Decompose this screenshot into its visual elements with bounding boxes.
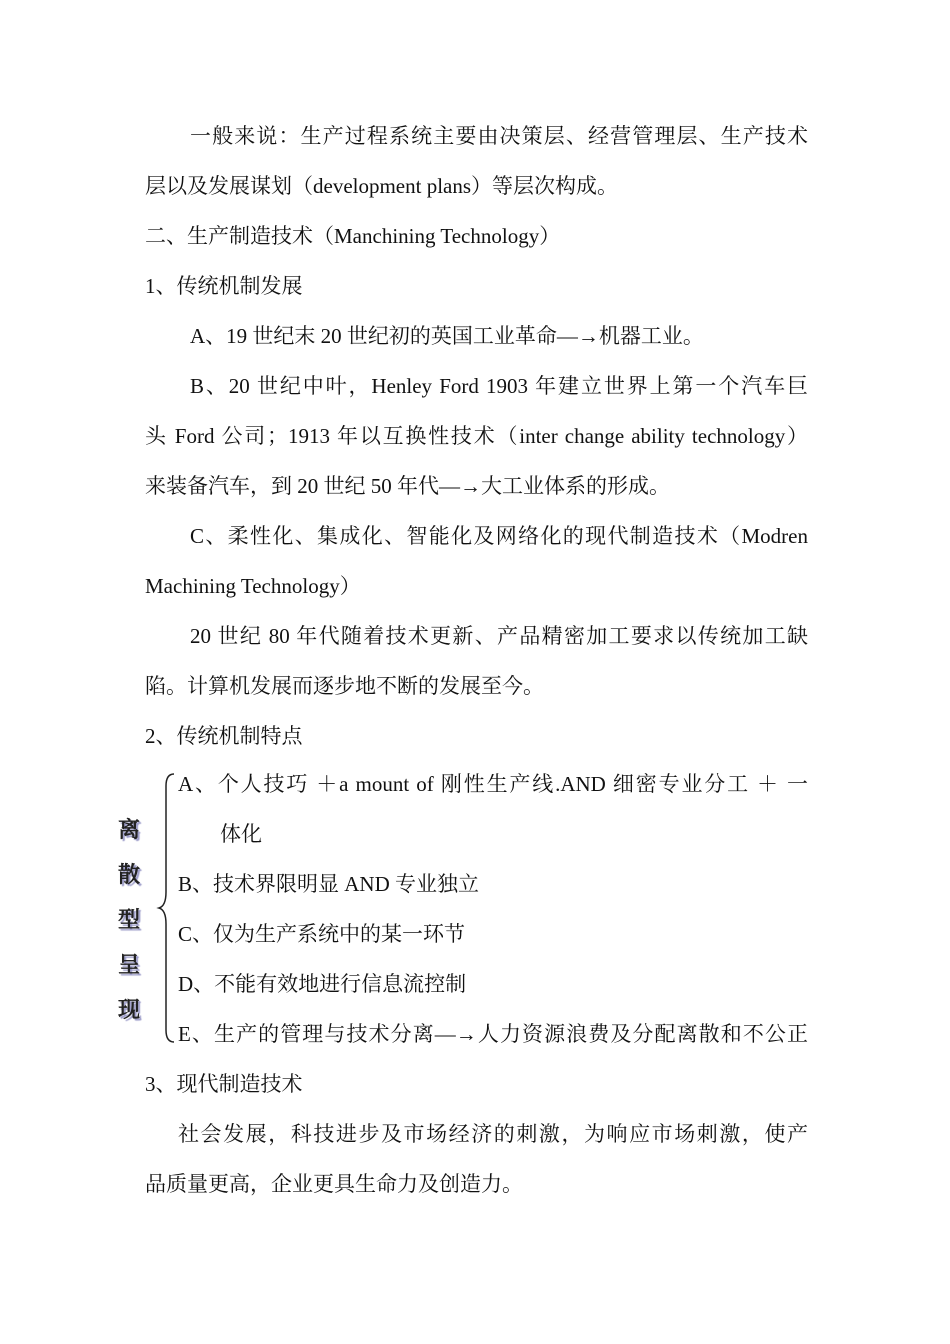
subsection-heading-3: 3、现代制造技术 — [145, 1072, 303, 1096]
feature-e: E、生产的管理与技术分离—→人力资源浪费及分配离散和不公正 — [178, 1022, 808, 1046]
paragraph-80s-line-2: 陷。计算机发展而逐步地不断的发展至今。 — [145, 674, 544, 698]
subsection-heading-1: 1、传统机制发展 — [145, 274, 303, 298]
intro-paragraph-line-1: 一般来说：生产过程系统主要由决策层、经营管理层、生产技术 — [190, 124, 808, 148]
item-a: A、19 世纪末 20 世纪初的英国工业革命—→机器工业。 — [190, 324, 704, 348]
side-label-char: 呈 — [117, 953, 140, 978]
curly-brace-icon — [156, 772, 180, 1044]
side-label-char: 现 — [117, 998, 140, 1023]
item-b-line-2: 头 Ford 公司；1913 年以互换性技术（inter change ability technology） — [145, 424, 808, 448]
feature-a-line-2: 体化 — [220, 822, 262, 846]
item-b-line-1: B、20 世纪中叶，Henley Ford 1903 年建立世界上第一个汽车巨 — [190, 374, 808, 398]
side-label-char: 型 — [117, 908, 140, 933]
section-heading: 二、生产制造技术（Manchining Technology） — [145, 224, 561, 248]
paragraph-80s-line-1: 20 世纪 80 年代随着技术更新、产品精密加工要求以传统加工缺 — [190, 624, 808, 648]
side-label-char: 散 — [117, 863, 140, 888]
feature-a-line-1: A、个人技巧 ＋a mount of 刚性生产线.AND 细密专业分工 ＋ 一 — [178, 772, 808, 796]
item-b-line-3: 来装备汽车，到 20 世纪 50 年代—→大工业体系的形成。 — [145, 474, 670, 498]
item-c-line-2: Machining Technology） — [145, 574, 361, 598]
paragraph-modern-line-1: 社会发展，科技进步及市场经济的刺激，为响应市场刺激，使产 — [178, 1122, 808, 1146]
intro-paragraph-line-2: 层以及发展谋划（development plans）等层次构成。 — [145, 174, 619, 198]
feature-c: C、仅为生产系统中的某一环节 — [178, 922, 466, 946]
feature-d: D、不能有效地进行信息流控制 — [178, 972, 467, 996]
paragraph-modern-line-2: 品质量更高，企业更具生命力及创造力。 — [145, 1172, 523, 1196]
side-vertical-label — [114, 808, 144, 1033]
item-c-line-1: C、柔性化、集成化、智能化及网络化的现代制造技术（Modren — [190, 524, 808, 548]
feature-b: B、技术界限明显 AND 专业独立 — [178, 872, 480, 896]
side-label-char: 离 — [117, 818, 140, 843]
subsection-heading-2: 2、传统机制特点 — [145, 724, 303, 748]
